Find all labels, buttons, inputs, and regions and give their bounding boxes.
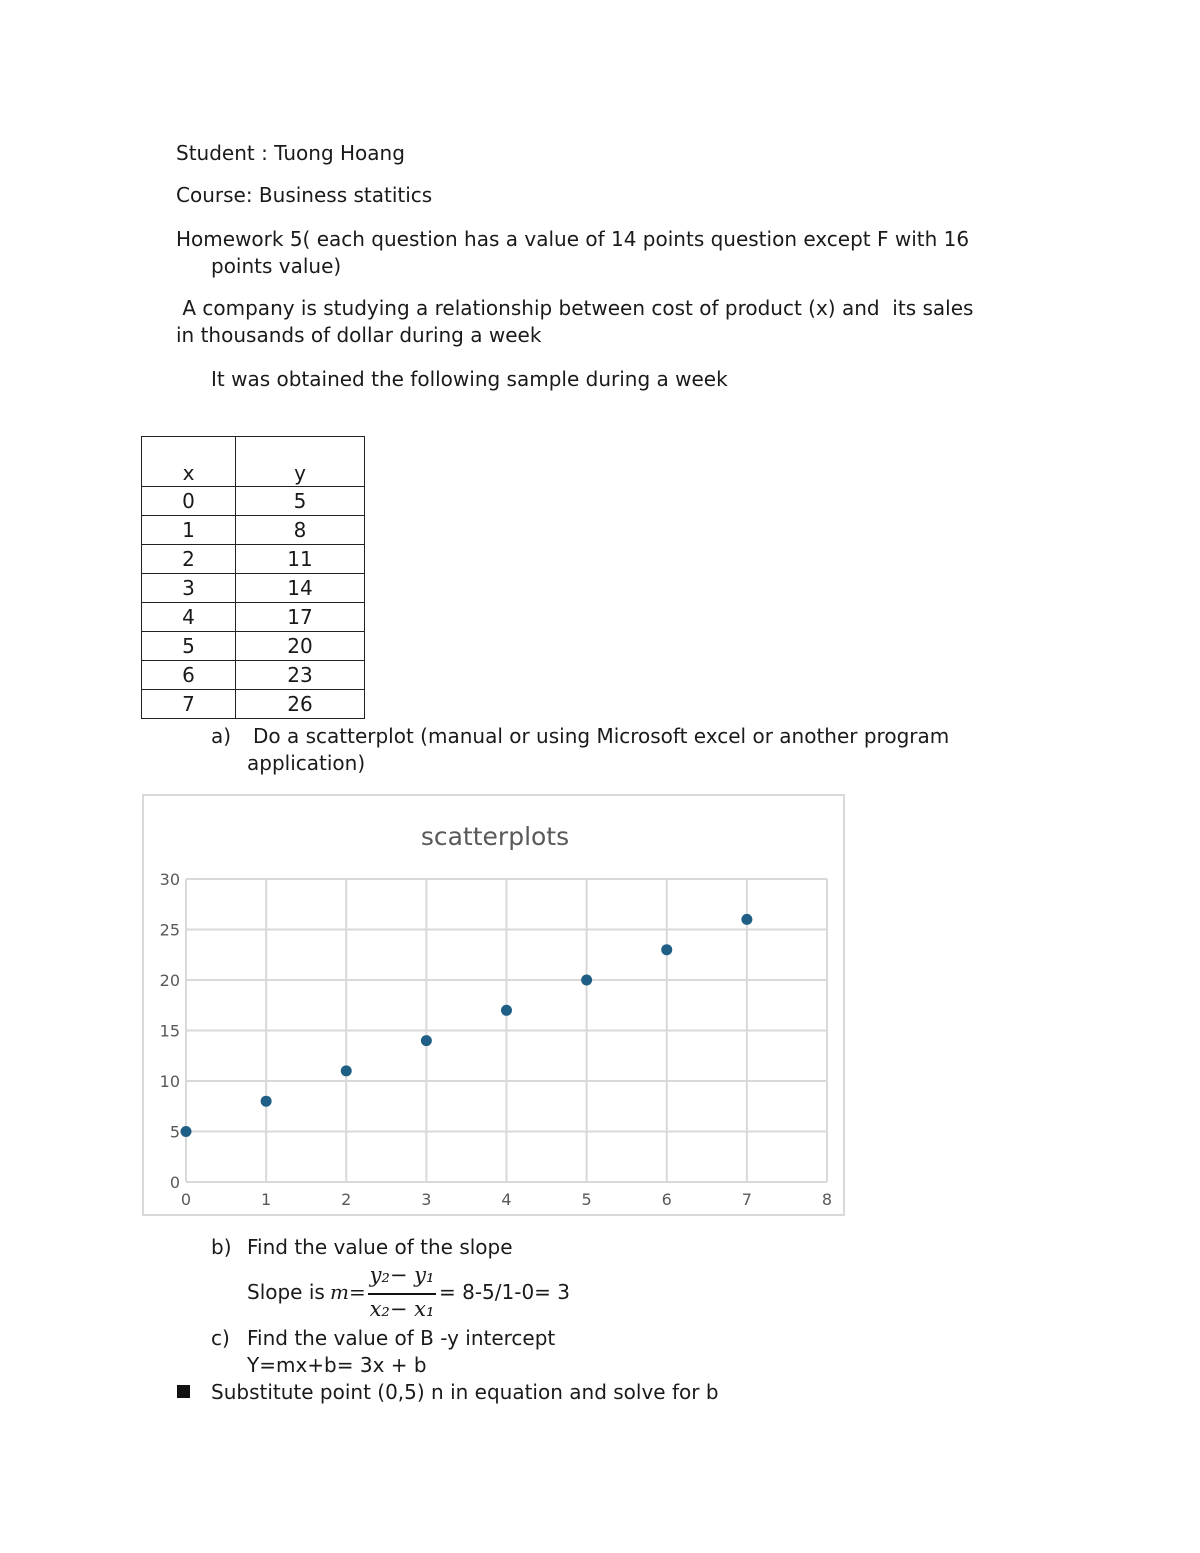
table-cell-y: 26 <box>236 690 365 719</box>
question-b-text: Find the value of the slope <box>247 1235 513 1259</box>
y-tick-label: 10 <box>159 1072 180 1091</box>
x-tick-label: 4 <box>501 1190 512 1209</box>
x-tick-label: 1 <box>261 1190 272 1209</box>
slope-result: = 8-5/1-0= 3 <box>439 1280 571 1304</box>
table-cell-y: 8 <box>236 516 365 545</box>
scatter-point <box>181 1126 192 1137</box>
table-row <box>142 603 365 632</box>
homework-line-2: points value) <box>211 254 342 278</box>
table-row <box>142 632 365 661</box>
scatter-chart <box>142 794 845 1216</box>
table-row <box>142 661 365 690</box>
table-cell-x: 7 <box>142 690 236 719</box>
table-cell-x: 3 <box>142 574 236 603</box>
question-b-label: b) <box>211 1235 232 1259</box>
y-tick-label: 20 <box>159 971 180 990</box>
x-tick-label: 6 <box>661 1190 672 1209</box>
scatter-point <box>661 944 672 955</box>
table-row <box>142 487 365 516</box>
sample-line: It was obtained the following sample during a week <box>211 367 728 391</box>
scatter-point <box>741 914 752 925</box>
slope-numerator: y₂− y₁ <box>369 1263 435 1287</box>
scatter-chart-svg <box>144 796 843 1214</box>
table-cell-x: 4 <box>142 603 236 632</box>
scatter-point <box>501 1005 512 1016</box>
x-tick-label: 2 <box>341 1190 352 1209</box>
intro-line-1: A company is studying a relationship between cost of product (x) and its sales <box>176 296 974 320</box>
scatter-point <box>261 1096 272 1107</box>
bullet-square-icon <box>177 1385 190 1398</box>
table-cell-x: 6 <box>142 661 236 690</box>
table-cell-y: 11 <box>236 545 365 574</box>
table-row <box>142 690 365 719</box>
table-header-x: x <box>142 437 236 487</box>
table-cell-y: 5 <box>236 487 365 516</box>
question-c-equation: Y=mx+b= 3x + b <box>247 1353 427 1377</box>
question-a-label: a) <box>211 724 232 748</box>
bullet-item-text: Substitute point (0,5) n in equation and solve for b <box>211 1380 719 1404</box>
chart-grid <box>186 879 827 1182</box>
scatter-point <box>341 1065 352 1076</box>
slope-prefix: Slope is <box>247 1280 325 1304</box>
question-a-line-1: Do a scatterplot (manual or using Microsoft excel or another program <box>253 724 950 748</box>
slope-fraction-bar <box>368 1293 436 1295</box>
y-tick-label: 30 <box>159 870 180 889</box>
chart-title: scatterplots <box>420 822 570 851</box>
course-line: Course: Business statitics <box>176 183 433 207</box>
slope-denominator: x₂− x₁ <box>369 1297 435 1321</box>
y-tick-label: 25 <box>159 920 180 940</box>
table-header-row <box>142 437 365 487</box>
table-row <box>142 516 365 545</box>
y-tick-label: 5 <box>169 1122 180 1142</box>
chart-ticks <box>160 870 832 1209</box>
table-cell-y: 14 <box>236 574 365 603</box>
y-tick-label: 0 <box>169 1173 180 1192</box>
table-header-y: y <box>236 437 365 487</box>
table-cell-y: 23 <box>236 661 365 690</box>
scatter-point <box>581 975 592 986</box>
table-cell-y: 20 <box>236 632 365 661</box>
table-cell-x: 5 <box>142 632 236 661</box>
question-a-line-2: application) <box>247 751 366 775</box>
student-line: Student : Tuong Hoang <box>176 141 405 165</box>
table-row <box>142 545 365 574</box>
intro-line-2: in thousands of dollar during a week <box>176 323 542 347</box>
x-tick-label: 7 <box>741 1190 752 1209</box>
slope-m-equals: m= <box>330 1280 366 1304</box>
question-c-label: c) <box>211 1326 230 1350</box>
x-tick-label: 3 <box>421 1190 432 1209</box>
question-c-text: Find the value of B -y intercept <box>247 1326 556 1350</box>
x-tick-label: 8 <box>821 1190 833 1209</box>
table-cell-x: 0 <box>142 487 236 516</box>
data-table <box>141 436 365 719</box>
table-cell-y: 17 <box>236 603 365 632</box>
table-row <box>142 574 365 603</box>
x-tick-label: 5 <box>581 1190 592 1209</box>
scatter-point <box>421 1035 432 1046</box>
x-tick-label: 0 <box>180 1190 192 1209</box>
table-cell-x: 2 <box>142 545 236 574</box>
homework-line-1: Homework 5( each question has a value of 14 points question except F with 16 <box>176 227 970 251</box>
table-cell-x: 1 <box>142 516 236 545</box>
y-tick-label: 15 <box>159 1021 180 1041</box>
